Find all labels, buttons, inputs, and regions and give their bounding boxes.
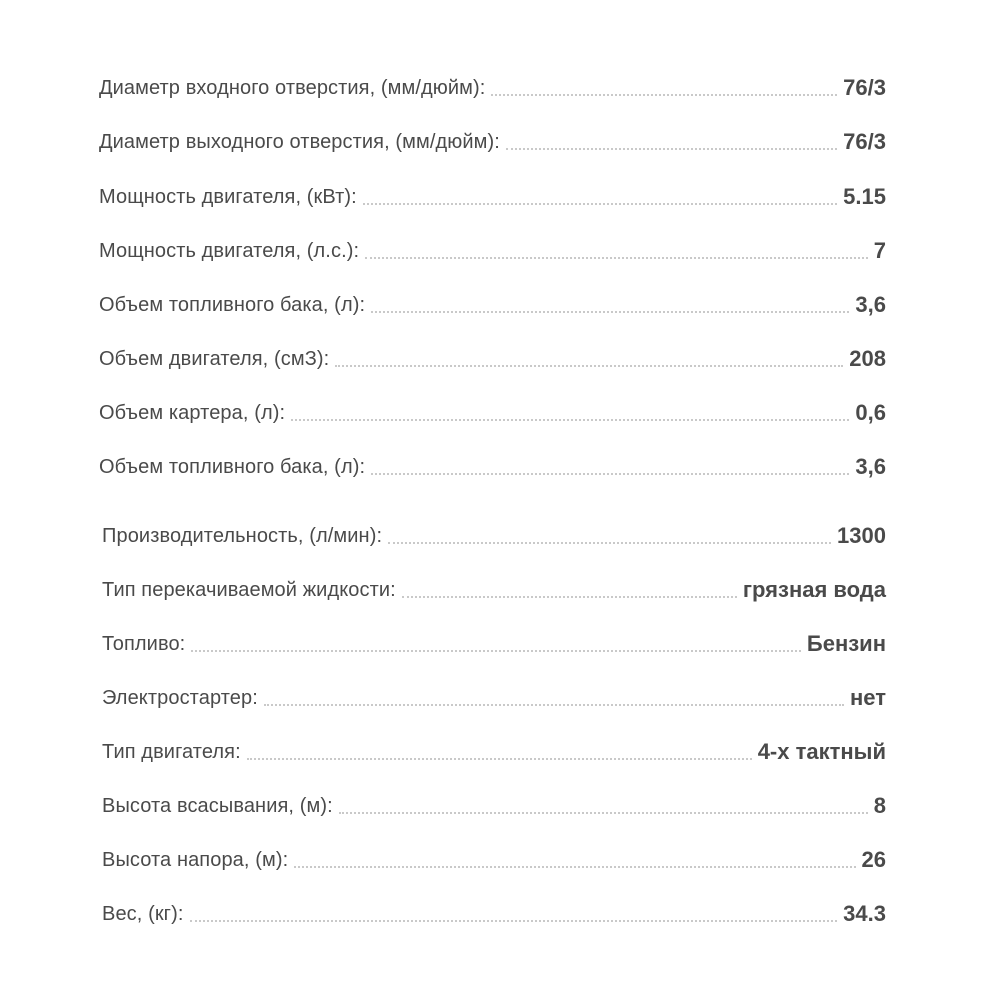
dotted-leader [371,473,849,475]
spec-row [99,233,886,263]
spec-value: 5.15 [843,184,886,209]
spec-label: Электростартер: [102,687,258,709]
dotted-leader [402,596,737,598]
spec-row [102,680,886,710]
dotted-leader [371,311,849,313]
dotted-leader [294,866,855,868]
spec-value: 0,6 [855,400,886,425]
dotted-leader [506,148,837,150]
spec-row [102,518,886,548]
spec-row [99,395,886,425]
spec-row [102,572,886,602]
dotted-leader [335,365,843,367]
spec-label: Топливо: [102,633,186,655]
spec-value: 8 [873,793,886,818]
spec-value: Бензин [806,631,886,656]
dotted-leader [388,542,831,544]
spec-value: 4-х тактный [757,739,886,764]
spec-value: 7 [873,238,886,263]
spec-label: Объем топливного бака, (л): [99,294,366,316]
spec-value: 1300 [837,523,886,548]
spec-value: 26 [861,847,886,872]
spec-row [99,124,886,154]
dotted-leader [247,758,752,760]
spec-label: Высота напора, (м): [102,849,289,871]
spec-label: Вес, (кг): [102,903,184,925]
spec-label: Диаметр входного отверстия, (мм/дюйм): [99,77,486,99]
spec-value: 3,6 [855,454,886,479]
dotted-leader [363,203,837,205]
spec-row [99,341,886,371]
spec-label: Тип перекачиваемой жидкости: [102,579,396,601]
spec-row [102,734,886,764]
spec-value: 76/3 [843,129,886,154]
spec-label: Мощность двигателя, (кВт): [99,186,357,208]
spec-value: 3,6 [855,292,886,317]
dotted-leader [191,650,801,652]
spec-row [99,70,886,100]
dotted-leader [264,704,844,706]
spec-row [99,179,886,209]
spec-row [102,896,886,926]
spec-value: 208 [849,346,886,371]
spec-row [102,788,886,818]
dotted-leader [190,920,838,922]
dotted-leader [365,257,868,259]
spec-label: Мощность двигателя, (л.с.): [99,240,360,262]
spec-label: Диаметр выходного отверстия, (мм/дюйм): [99,131,500,153]
spec-label: Объем двигателя, (смЗ): [99,348,330,370]
spec-label: Производительность, (л/мин): [102,525,383,547]
dotted-leader [291,419,849,421]
spec-row [99,287,886,317]
spec-value: грязная вода [742,577,886,602]
spec-row [99,449,886,479]
spec-value: 34.3 [843,901,886,926]
spec-value: 76/3 [843,75,886,100]
spec-value: нет [849,685,886,710]
spec-label: Объем топливного бака, (л): [99,456,366,478]
dotted-leader [491,94,837,96]
spec-row [102,842,886,872]
dotted-leader [339,812,868,814]
spec-label: Тип двигателя: [102,741,241,763]
spec-row [102,626,886,656]
spec-label: Высота всасывания, (м): [102,795,333,817]
spec-label: Объем картера, (л): [99,402,286,424]
